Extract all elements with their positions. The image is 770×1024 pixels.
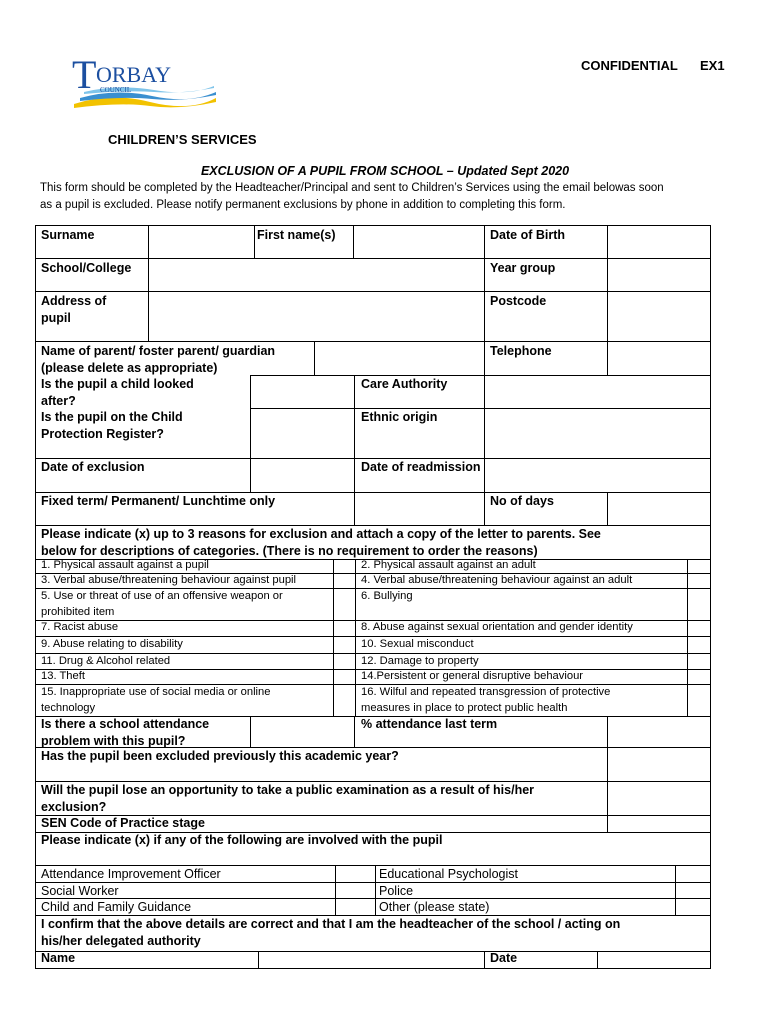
reason-1: 1. Physical assault against a pupil [41, 559, 209, 571]
exam-label [41, 782, 534, 815]
other-label: Other (please state) [379, 900, 490, 914]
name-label: Name [41, 951, 76, 965]
exclusion-form [35, 225, 711, 969]
parent-label-line-1: Name of parent/ foster parent/ guardian [41, 344, 276, 358]
intro-line-2: as a pupil is excluded. Please notify permanent exclusions by phone in addition to completing this form. [40, 199, 566, 211]
other-checkbox[interactable] [675, 898, 710, 915]
reason-15-checkbox[interactable] [333, 684, 355, 716]
date-label: Date [490, 951, 518, 965]
reason-14-checkbox[interactable] [687, 669, 710, 684]
no-days-label: No of days [490, 494, 554, 508]
reason-12-checkbox[interactable] [687, 653, 710, 669]
police-label: Police [379, 884, 414, 898]
intro-line-1: This form should be completed by the Headteacher/Principal and sent to Children’s Services using the email belowas soon [40, 182, 664, 194]
intro-text [40, 180, 730, 214]
exam-label-line-1: Will the pupil lose an opportunity to take a public examination as a result of his/her [41, 783, 535, 797]
reason-16 [361, 685, 610, 716]
reason-15-line-2: technology [41, 701, 96, 714]
cpr-label-line-1: Is the pupil on the Child [41, 410, 183, 424]
parent-label [41, 343, 275, 376]
reasons-intro-line-1: Please indicate (x) up to 3 reasons for exclusion and attach a copy of the letter to parents. See [41, 527, 601, 541]
reason-8: 8. Abuse against sexual orientation and gender identity [361, 621, 633, 633]
first-names-label: First name(s) [257, 228, 336, 242]
reason-7-checkbox[interactable] [333, 620, 355, 636]
ep-label: Educational Psychologist [379, 867, 518, 881]
dob-field[interactable] [607, 225, 710, 258]
attendance-problem-field[interactable] [250, 716, 354, 747]
date-field[interactable] [597, 951, 710, 969]
no-days-field[interactable] [607, 492, 710, 525]
reason-2: 2. Physical assault against an adult [361, 559, 536, 571]
reason-15-line-1: 15. Inappropriate use of social media or online [41, 686, 271, 698]
looked-after-label [41, 376, 194, 409]
surname-label: Surname [41, 228, 95, 242]
cpr-field[interactable] [250, 408, 354, 458]
dob-label: Date of Birth [490, 228, 565, 242]
reason-10: 10. Sexual misconduct [361, 638, 474, 650]
torbay-council-logo [70, 52, 220, 114]
reason-4-checkbox[interactable] [687, 573, 710, 588]
fixed-term-label: Fixed term/ Permanent/ Lunchtime only [41, 494, 276, 508]
date-readmission-label: Date of readmission [361, 460, 481, 474]
involved-heading: Please indicate (x) if any of the following are involved with the pupil [41, 833, 443, 847]
address-label-line-1: Address of [41, 294, 107, 308]
reason-3-checkbox[interactable] [333, 573, 355, 588]
reason-10-checkbox[interactable] [687, 636, 710, 653]
social-worker-checkbox[interactable] [335, 882, 375, 898]
postcode-label: Postcode [490, 294, 547, 308]
department-heading: CHILDREN’S SERVICES [108, 132, 257, 147]
aio-label: Attendance Improvement Officer [41, 867, 221, 881]
cfg-checkbox[interactable] [335, 898, 375, 915]
reason-12: 12. Damage to property [361, 655, 479, 667]
reason-11-checkbox[interactable] [333, 653, 355, 669]
attendance-problem-label [41, 716, 209, 749]
reason-5-line-2: prohibited item [41, 605, 115, 618]
looked-after-label-line-1: Is the pupil a child looked [41, 377, 194, 391]
logo-initial: T [72, 52, 97, 97]
address-field[interactable] [148, 291, 484, 341]
reason-5-checkbox[interactable] [333, 588, 355, 620]
year-group-label: Year group [490, 261, 556, 275]
date-exclusion-label: Date of exclusion [41, 460, 145, 474]
confirm-line-1: I confirm that the above details are correct and that I am the headteacher of the school / acting on [41, 917, 621, 931]
reason-13: 13. Theft [41, 670, 85, 682]
attendance-problem-line-1: Is there a school attendance [41, 717, 210, 731]
logo-name: ORBAY [96, 62, 171, 87]
reasons-intro-line-2: below for descriptions of categories. (There is no requirement to order the reasons) [41, 543, 538, 558]
form-title: EXCLUSION OF A PUPIL FROM SCHOOL – Updated Sept 2020 [200, 164, 570, 178]
reason-9-checkbox[interactable] [333, 636, 355, 653]
care-authority-field[interactable] [484, 375, 710, 408]
reason-7: 7. Racist abuse [41, 621, 119, 633]
reason-2-checkbox[interactable] [687, 559, 710, 573]
confidential-label: CONFIDENTIAL [581, 58, 678, 73]
aio-checkbox[interactable] [335, 865, 375, 882]
fixed-term-field[interactable] [354, 492, 484, 525]
name-field[interactable] [258, 951, 484, 969]
date-exclusion-field[interactable] [250, 458, 354, 492]
ep-checkbox[interactable] [675, 865, 710, 882]
looked-after-field[interactable] [250, 375, 354, 408]
social-worker-label: Social Worker [41, 884, 119, 898]
school-label: School/College [41, 261, 132, 275]
reason-3: 3. Verbal abuse/threatening behaviour against pupil [41, 574, 297, 586]
cfg-label: Child and Family Guidance [41, 900, 192, 914]
previous-exclusion-field[interactable] [607, 747, 710, 781]
reason-16-checkbox[interactable] [687, 684, 710, 716]
address-label-line-2: pupil [41, 310, 71, 325]
reason-16-line-2: measures in place to protect public health [361, 701, 568, 714]
reason-13-checkbox[interactable] [333, 669, 355, 684]
form-code: EX1 [700, 58, 725, 73]
date-readmission-field[interactable] [484, 458, 710, 492]
surname-field[interactable] [148, 225, 254, 258]
reason-5 [41, 589, 283, 620]
care-authority-label: Care Authority [361, 377, 448, 391]
ethnic-origin-label: Ethnic origin [361, 410, 438, 424]
reason-5-line-1: 5. Use or threat of use of an offensive weapon or [41, 590, 283, 602]
reason-6-checkbox[interactable] [687, 588, 710, 620]
first-names-field[interactable] [353, 225, 484, 258]
attendance-problem-line-2: problem with this pupil? [41, 733, 186, 748]
previous-exclusion-label: Has the pupil been excluded previously this academic year? [41, 749, 399, 763]
cpr-label [41, 409, 183, 442]
reason-11: 11. Drug & Alcohol related [41, 655, 171, 667]
cpr-label-line-2: Protection Register? [41, 426, 164, 441]
telephone-field[interactable] [607, 341, 710, 375]
sen-field[interactable] [607, 815, 710, 832]
confirm-statement [41, 916, 620, 949]
reason-14: 14.Persistent or general disruptive behaviour [361, 670, 584, 682]
reason-1-checkbox[interactable] [333, 559, 355, 573]
year-group-field[interactable] [607, 258, 710, 291]
logo-sub: COUNCIL [100, 86, 132, 94]
reason-8-checkbox[interactable] [687, 620, 710, 636]
address-label [41, 293, 106, 326]
exam-field[interactable] [607, 781, 710, 815]
looked-after-label-line-2: after? [41, 393, 76, 408]
reason-9: 9. Abuse relating to disability [41, 638, 183, 650]
police-checkbox[interactable] [675, 882, 710, 898]
exam-label-line-2: exclusion? [41, 799, 107, 814]
parent-field[interactable] [314, 341, 484, 375]
ethnic-origin-field[interactable] [484, 408, 710, 458]
reason-15 [41, 685, 271, 716]
telephone-label: Telephone [490, 344, 552, 358]
attendance-percent-field[interactable] [607, 716, 710, 747]
reason-4: 4. Verbal abuse/threatening behaviour against an adult [361, 574, 633, 586]
reasons-intro [41, 526, 601, 559]
postcode-field[interactable] [607, 291, 710, 341]
reason-6: 6. Bullying [361, 590, 413, 602]
confirm-line-2: his/her delegated authority [41, 933, 201, 948]
sen-label: SEN Code of Practice stage [41, 816, 205, 830]
reason-16-line-1: 16. Wilful and repeated transgression of protective [361, 686, 611, 698]
school-field[interactable] [148, 258, 484, 291]
parent-label-line-2: (please delete as appropriate) [41, 360, 218, 375]
attendance-percent-label: % attendance last term [361, 717, 498, 731]
